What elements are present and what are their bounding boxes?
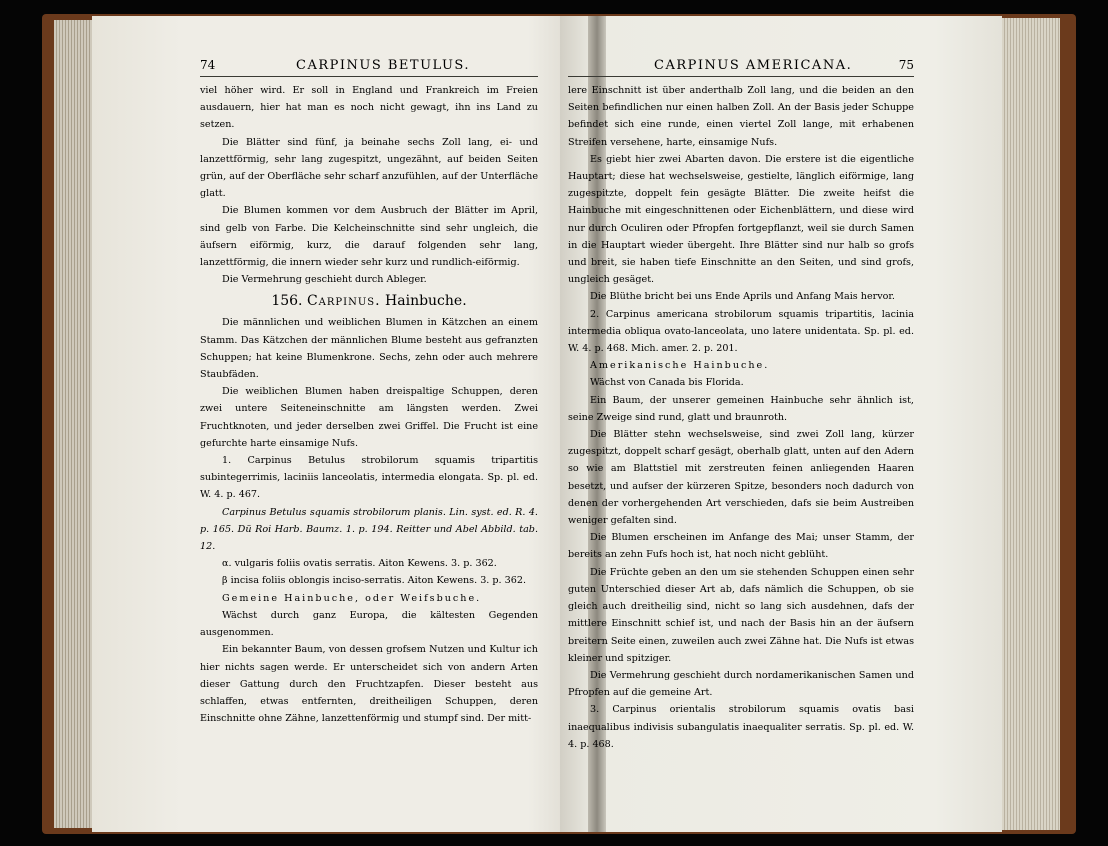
species-entry: 3. Carpinus orientalis strobilorum squamis ovatis basi inaequalibus indivisis subangulatis inaequaliter serratis. Sp. pl. ed. W. 4. p. 468. — [568, 704, 914, 750]
right-page-number: 75 — [898, 58, 914, 72]
left-page-edges — [54, 20, 92, 828]
right-page-edges — [1002, 18, 1060, 830]
paragraph: Ein Baum, der unserer gemeinen Hainbuche sehr ähnlich ist, seine Zweige sind rund, glatt und braunroth. — [568, 394, 914, 423]
section-common-name: Hainbuche. — [385, 293, 467, 310]
left-running-head: CARPINUS BETULUS. — [296, 58, 470, 73]
paragraph: Die Blumen kommen vor dem Ausbruch der Blätter im April, sind gelb von Farbe. Die Kelcheinschnitte sind sehr ungleich, die äufsern eiförmig, kurz, die darauf folgenden sehr lang, lanzettförmig, die innern wieder sehr kurz und rundlich-eiförmig. — [200, 205, 538, 269]
book — [42, 14, 1076, 834]
common-name: Gemeine Hainbuche, oder Weifsbuche. — [222, 592, 482, 604]
section-genus: Carpinus. — [306, 293, 381, 310]
paragraph: Die männlichen und weiblichen Blumen in Kätzchen an einem Stamm. Das Kätzchen der männlichen Blume besteht aus gefranzten Schuppen; hat keine Blumenkrone. Sechs, zehn oder auch mehrere Staubfäden. — [200, 317, 538, 381]
section-number: 156. — [271, 293, 303, 310]
synonym-entry: Carpinus Betulus squamis strobilorum planis. Lin. syst. ed. R. 4. p. 165. Dü Roi Harb. Baumz. 1. p. 194. Reitter und Abel Abbild. tab. 12. — [200, 506, 538, 553]
paragraph: Die weiblichen Blumen haben dreispaltige Schuppen, deren zwei untere Seiteneinschnitte am längsten werden. Zwei Fruchtknoten, und jeder derselben zwei Griffel. Die Frucht ist eine gefurchte harte einsamige Nufs. — [200, 386, 538, 449]
paragraph: Es giebt hier zwei Abarten davon. Die erstere ist die eigentliche Hauptart; diese hat wechselsweise, gestielte, länglich eiförmige, lang zugespitzte, doppelt fein gesägte Blätter. Die zweite heifst die Hainbuche mit eingeschnittenen oder Eichenblättern, und diese wird nur durch Oculiren oder Pfropfen fortgepflanzt, weil sie durch Samen in die Hauptart wieder übergeht. Ihre Blätter sind nur halb so grofs und breit, sie haben tiefe Einschnitte an den Seiten, und sind grofs, ungleich gesäget. — [568, 153, 914, 286]
paragraph: Wächst von Canada bis Florida. — [590, 377, 744, 389]
paragraph: Die Blüthe bricht bei uns Ende Aprils und Anfang Mais hervor. — [590, 291, 895, 303]
species-entry: 1. Carpinus Betulus strobilorum squamis tripartitis subintegerrimis, laciniis lanceolatis, intermedia elongata. Sp. pl. ed. W. 4. p. 467. — [200, 455, 538, 501]
right-running-header — [568, 56, 914, 77]
species-entry: 2. Carpinus americana strobilorum squamis tripartitis, lacinia intermedia obliqua ovato-lanceolata, uno latere unidentata. Sp. pl. ed. W. 4. p. 468. Mich. amer. 2. p. 201. — [568, 308, 914, 355]
left-page-number: 74 — [200, 58, 216, 72]
common-name: Amerikanische Hainbuche. — [590, 360, 770, 372]
paragraph: Die Früchte geben an den um sie stehenden Schuppen einen sehr guten Unterschied dieser Art ab, dafs nämlich die Schuppen, ob sie gleich auch dreitheilig sind, nicht so lang sich ausdehnen, dafs der mittlere Einschnitt schief ist, und nach der Basis hin an der äufsern breitern Seite einen, zuweilen auch zwei Zähne hat. Die Nufs ist etwas kleiner und spitziger. — [568, 566, 914, 664]
paragraph: Die Blätter stehn wechselsweise, sind zwei Zoll lang, kürzer zugespitzt, doppelt scharf gesägt, oberhalb glatt, unten auf den Adern so wie am Blattstiel mit zerstreuten feinen anliegenden Haaren besetzt, und aufser der kürzeren Spitze, besonders noch dadurch von denen der vorhergehenden Art verschieden, dafs sie beim Austreiben weniger gefalten sind. — [568, 429, 914, 527]
paragraph: viel höher wird. Er soll in England und Frankreich im Freien ausdauern, hier hat man es noch nicht gewagt, ihn ins Land zu setzen. — [200, 85, 538, 131]
right-page-text — [568, 82, 914, 753]
paragraph: Die Vermehrung geschieht durch Ableger. — [222, 274, 427, 286]
left-page-text — [200, 82, 538, 727]
paragraph: Die Vermehrung geschieht durch nordamerikanischen Samen und Pfropfen auf die gemeine Art. — [568, 669, 914, 699]
paragraph: Die Blumen erscheinen im Anfange des Mai; unser Stamm, der bereits an zehn Fufs hoch ist, hat noch nicht geblüht. — [568, 532, 914, 561]
right-running-head: CARPINUS AMERICANA. — [654, 58, 853, 73]
section-heading — [200, 288, 538, 314]
paragraph: Ein bekannter Baum, von dessen grofsem Nutzen und Kultur ich hier nichts sagen werde. Er unterscheidet sich von andern Arten dieser Gattung durch den Fruchtzapfen. Dieser besteht aus schlaffen, etwas entfernten, dreitheiligen Schuppen, deren Einschnitte ohne Zähne, lanzettenförmig und stumpf sind. Der mitt- — [200, 644, 538, 725]
paragraph: Die Blätter sind fünf, ja beinahe sechs Zoll lang, ei- und lanzettförmig, sehr lang zugespitzt, ungezähnt, auf beiden Seiten grün, auf der Oberfläche sehr scharf anzufühlen, auf der Unterfläche glatt. — [200, 136, 538, 200]
variety-entry: α. vulgaris foliis ovatis serratis. Aiton Kewens. 3. p. 362. — [222, 558, 497, 570]
left-running-header — [200, 56, 538, 77]
variety-entry: β incisa foliis oblongis inciso-serratis. Aiton Kewens. 3. p. 362. — [222, 575, 527, 587]
paragraph: lere Einschnitt ist über anderthalb Zoll lang, und die beiden an den Seiten befindlichen nur einen halben Zoll. An der Basis jeder Schuppe befindet sich eine runde, einen viertel Zoll lange, mit erhabenen Streifen versehene, harte, einsamige Nufs. — [568, 85, 914, 148]
paragraph: Wächst durch ganz Europa, die kältesten Gegenden ausgenommen. — [200, 609, 538, 639]
